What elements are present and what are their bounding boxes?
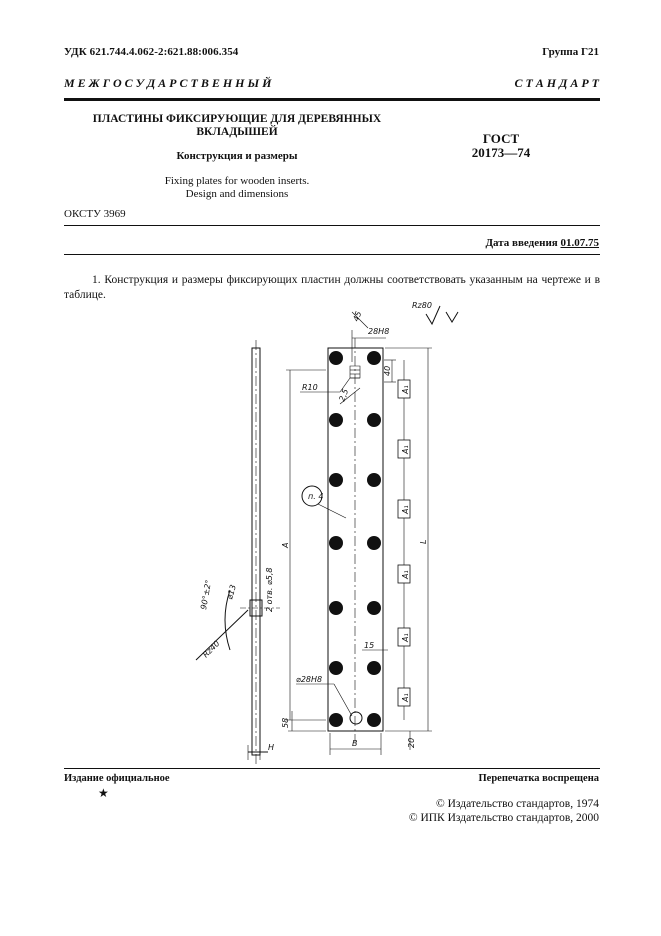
hole <box>329 351 343 365</box>
hole <box>367 351 381 365</box>
d28-label: 28H8 <box>368 327 390 336</box>
hole <box>367 713 381 727</box>
b-label: B <box>352 739 358 748</box>
d45-label: 45 <box>351 310 364 323</box>
copyright-line-2: © ИПК Издательство стандартов, 2000 <box>408 812 599 824</box>
a1-label: A₁ <box>401 633 410 642</box>
rz40-label: Rz40 <box>201 638 222 660</box>
hole <box>367 473 381 487</box>
l-label: L <box>419 539 428 544</box>
english-title-line-2: Design and dimensions <box>185 188 289 200</box>
document-subtitle: Конструкция и размеры <box>176 150 298 162</box>
d13-label: ⌀13 <box>225 583 238 601</box>
standard-word-interstate: М Е Ж Г О С У Д А Р С Т В Е Н Н Ы Й <box>64 76 272 90</box>
roughness-label: Rz80 <box>412 301 432 310</box>
intro-date-value: 01.07.75 <box>560 237 599 249</box>
r10-label: R10 <box>302 383 318 392</box>
h-label: H <box>268 743 275 752</box>
p4-label: п. 4 <box>308 492 324 501</box>
a1-label: A₁ <box>401 505 410 514</box>
title-line-2: ВКЛАДЫШЕЙ <box>196 126 278 138</box>
a-label: A <box>281 542 290 548</box>
center-bore <box>350 712 362 724</box>
group-code: Группа Г21 <box>542 46 599 58</box>
hole <box>367 413 381 427</box>
d20-label: 20 <box>407 737 416 748</box>
star-icon: ★ <box>98 786 109 800</box>
title-line-1: ПЛАСТИНЫ ФИКСИРУЮЩИЕ ДЛЯ ДЕРЕВЯННЫХ <box>92 113 382 125</box>
intro-date-label: Дата введения <box>485 237 558 249</box>
hole <box>329 601 343 615</box>
a1-label: A₁ <box>401 570 410 579</box>
hole <box>329 473 343 487</box>
copyright-line-1: © Издательство стандартов, 1974 <box>435 798 599 810</box>
a1-label: A₁ <box>401 445 410 454</box>
a1-label: A₁ <box>401 693 410 702</box>
oksty-code: ОКСТУ 3969 <box>64 208 126 220</box>
english-title-line-1: Fixing plates for wooden inserts. <box>164 175 310 187</box>
official-publication: Издание официальное <box>64 773 170 784</box>
hole <box>367 661 381 675</box>
hole <box>367 601 381 615</box>
paragraph-1: 1. Конструкция и размеры фиксирующих пластин должны соответствовать указанным на чертеже и в таблице. <box>64 274 600 301</box>
standard-word-standard: С Т А Н Д А Р Т <box>514 76 599 90</box>
hole <box>329 661 343 675</box>
reprint-prohibited: Перепечатка воспрещена <box>478 773 599 784</box>
roughness-parenthesis-icon <box>446 312 458 322</box>
udk-code: УДК 621.744.4.062-2:621.88:006.354 <box>64 46 239 58</box>
d40-label: 40 <box>383 365 392 376</box>
angle-label: 90°±2° <box>199 579 214 611</box>
gost-number: 20173—74 <box>471 145 531 160</box>
bore2-label: ⌀28H8 <box>296 675 323 684</box>
hole <box>367 536 381 550</box>
a1-label: A₁ <box>401 385 410 394</box>
hole <box>329 413 343 427</box>
bore-label: 2 отв. ⌀5,8 <box>265 567 274 612</box>
divider-bottom <box>64 768 600 769</box>
copyright-block <box>409 797 599 825</box>
d25-label: 2,5 <box>337 387 351 403</box>
d15-label: 15 <box>364 641 375 650</box>
gost-label: ГОСТ <box>482 131 520 146</box>
hole <box>329 536 343 550</box>
hole <box>329 713 343 727</box>
d58-label: 58 <box>281 717 290 728</box>
